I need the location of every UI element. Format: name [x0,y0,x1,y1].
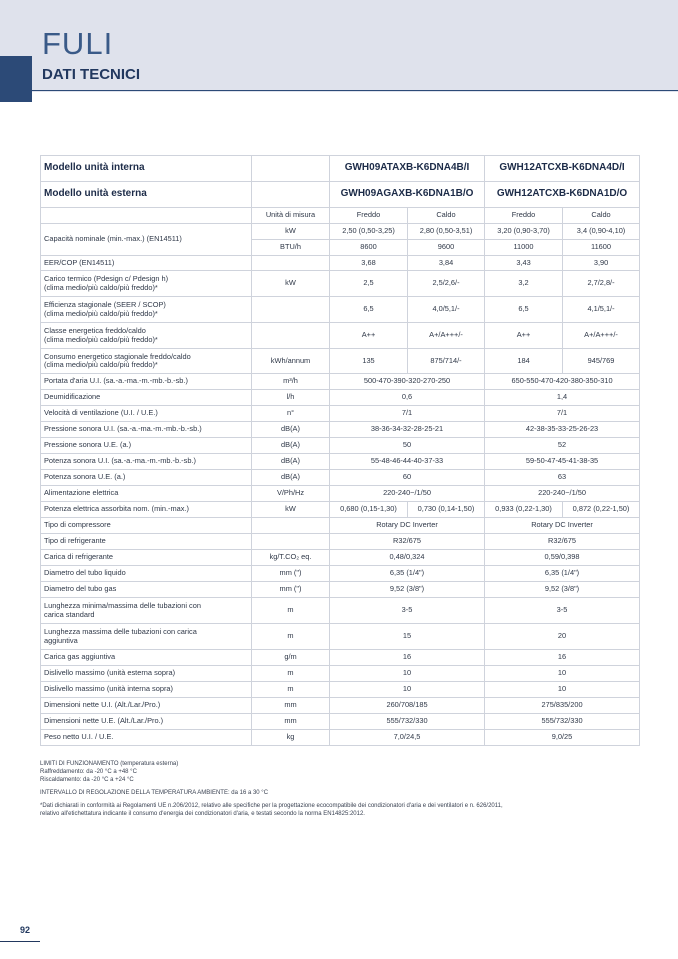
spec-table [40,155,640,746]
table-row [41,486,640,502]
consumption-value: 945/769 [563,349,640,374]
power-value: 0,730 (0,14-1,50) [408,502,485,518]
unit-cell: m [252,682,330,698]
unit-cell: kW [252,271,330,297]
capacity-btu: 8600 [330,240,408,256]
limits-heating: Riscaldamento: da -20 °C a +24 °C [40,777,134,783]
table-row [41,598,640,624]
table-row [41,297,640,323]
limits-cooling: Raffreddamento: da -20 °C a +48 °C [40,769,137,775]
seasonal-value: 6,5 [330,297,408,323]
load-value: 2,7/2,8/- [563,271,640,297]
empty-cell [41,208,252,224]
unit-cell: n° [252,406,330,422]
value-model-1: 220-240~/1/50 [330,486,485,502]
value-model-2: 42-38-35-33-25-26-23 [485,422,640,438]
value-model-2: 0,59/0,398 [485,550,640,566]
seasonal-value: 4,0/5,1/- [408,297,485,323]
value-model-1: 60 [330,470,485,486]
row-label: Tipo di compressore [41,518,252,534]
value-model-2: 59-50-47-45-41-38-35 [485,454,640,470]
temperature-interval: INTERVALLO DI REGOLAZIONE DELLA TEMPERATURA AMBIENTE: da 16 a 30 °C [40,790,269,796]
mode-header: Caldo [408,208,485,224]
value-model-1: 55-48-46-44-40-37-33 [330,454,485,470]
eer-value: 3,84 [408,256,485,271]
load-value: 3,2 [485,271,563,297]
row-label-line-1: Consumo energetico stagionale freddo/caldo [44,351,191,361]
value-model-1: 9,52 (3/8") [330,582,485,598]
table-row [41,534,640,550]
value-model-1: 6,35 (1/4") [330,566,485,582]
seasonal-value: 6,5 [485,297,563,323]
row-label-line-1: Lunghezza minima/massima delle tubazioni con [44,601,201,610]
row-label-line-1: Classe energetica freddo/caldo [44,326,146,335]
empty-cell [252,182,330,208]
energy-class-value: A+/A+++/- [408,323,485,349]
table-row [41,224,640,240]
value-model-2: 275/835/200 [485,698,640,714]
page-header [0,0,678,92]
table-row [41,406,640,422]
table-row [41,566,640,582]
model-outdoor-2: GWH12ATCXB-K6DNA1D/O [485,182,640,208]
brand-title: FULI [42,26,114,61]
unit-cell: kW [252,224,330,240]
footnote-line-1: *Dati dichiarati in conformità ai Regolamenti UE n.206/2012, relativo alle specifiche per la progettazione ecocompatibile dei condizionatori d'aria e dei ventilatori e n. 626/2011, [40,803,503,809]
unit-header: Unità di misura [252,208,330,224]
table-row [41,682,640,698]
table-row [41,182,640,208]
row-label-line-2: (clima medio/più caldo/più freddo)* [44,308,158,318]
value-model-1: Rotary DC Inverter [330,518,485,534]
model-indoor-label: Modello unità interna [41,156,252,182]
value-model-2: R32/675 [485,534,640,550]
value-model-1: 500-470-390-320-270-250 [330,374,485,390]
value-model-2: 220-240~/1/50 [485,486,640,502]
unit-cell: dB(A) [252,422,330,438]
value-model-1: 0,6 [330,390,485,406]
row-label: Potenza sonora U.I. (sa.-a.-ma.-m.-mb.-b.-sb.) [41,454,252,470]
value-model-2: 9,0/25 [485,730,640,746]
value-model-1: 16 [330,650,485,666]
consumption-value: 184 [485,349,563,374]
row-label-line-2: (clima medio/più caldo/più freddo)* [44,360,158,369]
row-label-line-1: Lunghezza massima delle tubazioni con carica [44,627,197,636]
eer-value: 3,43 [485,256,563,271]
table-row [41,650,640,666]
empty-cell [252,323,330,349]
row-label: Dislivello massimo (unità interna sopra) [41,682,252,698]
row-label: Dimensioni nette U.E. (Alt./Lar./Pro.) [41,714,252,730]
section-title: DATI TECNICI [42,66,141,83]
table-row [41,470,640,486]
capacity-kw: 3,20 (0,90-3,70) [485,224,563,240]
row-label: Alimentazione elettrica [41,486,252,502]
row-label: Tipo di refrigerante [41,534,252,550]
unit-cell: dB(A) [252,438,330,454]
value-model-1: 38-36-34-32-28-25-21 [330,422,485,438]
table-row [41,271,640,297]
load-value: 2,5 [330,271,408,297]
value-model-2: 555/732/330 [485,714,640,730]
row-label: Velocità di ventilazione (U.I. / U.E.) [41,406,252,422]
row-label: Diametro del tubo liquido [41,566,252,582]
load-label [41,271,252,297]
table-row [41,582,640,598]
energy-class-label [41,323,252,349]
page-number-rule [0,941,40,942]
table-row [41,390,640,406]
row-label-line-2: carica standard [44,609,95,619]
row-label-line-1: Efficienza stagionale (SEER / SCOP) [44,300,166,309]
unit-cell [252,518,330,534]
unit-cell: V/Ph/Hz [252,486,330,502]
value-model-1: 555/732/330 [330,714,485,730]
row-label: Carica gas aggiuntiva [41,650,252,666]
consumption-value: 135 [330,349,408,374]
table-row [41,374,640,390]
value-model-2: 1,4 [485,390,640,406]
table-row [41,502,640,518]
load-value: 2,5/2,6/- [408,271,485,297]
row-label: Dislivello massimo (unità esterna sopra) [41,666,252,682]
value-model-1: R32/675 [330,534,485,550]
table-row [41,323,640,349]
energy-class-value: A++ [485,323,563,349]
row-label-line-1: Carico termico (Pdesign c/ Pdesign h) [44,274,169,283]
row-label-line-2: aggiuntiva [44,635,78,645]
unit-cell: BTU/h [252,240,330,256]
pipe-label [41,624,252,650]
capacity-btu: 9600 [408,240,485,256]
capacity-kw: 3,4 (0,90-4,10) [563,224,640,240]
unit-cell: m [252,624,330,650]
value-model-1: 0,48/0,324 [330,550,485,566]
capacity-label: Capacità nominale (min.-max.) (EN14511) [41,224,252,256]
value-model-2: 10 [485,682,640,698]
row-label: Deumidificazione [41,390,252,406]
empty-cell [252,156,330,182]
unit-cell: mm [252,714,330,730]
table-row [41,349,640,374]
unit-cell [252,534,330,550]
eer-value: 3,68 [330,256,408,271]
unit-cell: mm (") [252,582,330,598]
power-value: 0,680 (0,15-1,30) [330,502,408,518]
value-model-1: 7,0/24,5 [330,730,485,746]
capacity-kw: 2,80 (0,50-3,51) [408,224,485,240]
unit-cell: l/h [252,390,330,406]
power-label: Potenza elettrica assorbita nom. (min.-max.) [41,502,252,518]
value-model-2: 63 [485,470,640,486]
page-number: 92 [20,925,31,935]
energy-class-value: A++ [330,323,408,349]
table-row [41,208,640,224]
value-model-2: 52 [485,438,640,454]
unit-cell: kWh/annum [252,349,330,374]
consumption-label [41,349,252,374]
value-model-1: 10 [330,666,485,682]
value-model-2: Rotary DC Inverter [485,518,640,534]
value-model-2: 20 [485,624,640,650]
footnote-line-2: relativo all'etichettatura indicante il consumo d'energia dei condizionatori d'aria, e testati secondo la norma EN14825:2012. [40,811,365,817]
row-label-line-2: (clima medio/più caldo/più freddo)* [44,334,158,344]
value-model-2: 3-5 [485,598,640,624]
table-row [41,624,640,650]
table-row [41,518,640,534]
row-label: Potenza sonora U.E. (a.) [41,470,252,486]
value-model-1: 7/1 [330,406,485,422]
unit-cell: mm [252,698,330,714]
unit-cell: g/m [252,650,330,666]
value-model-2: 7/1 [485,406,640,422]
model-indoor-1: GWH09ATAXB-K6DNA4B/I [330,156,485,182]
row-label: Peso netto U.I. / U.E. [41,730,252,746]
value-model-2: 9,52 (3/8") [485,582,640,598]
mode-header: Caldo [563,208,640,224]
unit-cell: dB(A) [252,470,330,486]
unit-cell: m [252,598,330,624]
seasonal-label [41,297,252,323]
value-model-2: 6,35 (1/4") [485,566,640,582]
eer-label: EER/COP (EN14511) [41,256,252,271]
header-accent-bar [0,56,32,102]
row-label: Portata d'aria U.I. (sa.-a.-ma.-m.-mb.-b.-sb.) [41,374,252,390]
table-row [41,422,640,438]
value-model-1: 10 [330,682,485,698]
unit-cell: m [252,666,330,682]
capacity-btu: 11000 [485,240,563,256]
table-row [41,730,640,746]
unit-cell: m³/h [252,374,330,390]
model-outdoor-label: Modello unità esterna [41,182,252,208]
value-model-1: 50 [330,438,485,454]
eer-value: 3,90 [563,256,640,271]
row-label: Pressione sonora U.I. (sa.-a.-ma.-m.-mb.-b.-sb.) [41,422,252,438]
consumption-value: 875/714/- [408,349,485,374]
unit-cell: kg [252,730,330,746]
row-label-line-2: (clima medio/più caldo/più freddo)* [44,282,158,292]
mode-header: Freddo [485,208,563,224]
unit-cell: mm (") [252,566,330,582]
table-row [41,714,640,730]
header-divider [32,90,678,91]
table-row [41,156,640,182]
model-indoor-2: GWH12ATCXB-K6DNA4D/I [485,156,640,182]
value-model-2: 16 [485,650,640,666]
energy-class-value: A+/A+++/- [563,323,640,349]
mode-header: Freddo [330,208,408,224]
table-row [41,666,640,682]
empty-cell [252,297,330,323]
power-value: 0,872 (0,22-1,50) [563,502,640,518]
value-model-2: 650-550-470-420-380-350-310 [485,374,640,390]
table-row [41,256,640,271]
row-label: Pressione sonora U.E. (a.) [41,438,252,454]
power-value: 0,933 (0,22-1,30) [485,502,563,518]
pipe-label [41,598,252,624]
table-row [41,454,640,470]
value-model-1: 3-5 [330,598,485,624]
unit-cell: kg/T.CO₂ eq. [252,550,330,566]
value-model-1: 15 [330,624,485,650]
row-label: Carica di refrigerante [41,550,252,566]
empty-cell [252,256,330,271]
spec-table-body [41,156,640,746]
row-label: Dimensioni nette U.I. (Alt./Lar./Pro.) [41,698,252,714]
capacity-btu: 11600 [563,240,640,256]
value-model-2: 10 [485,666,640,682]
capacity-kw: 2,50 (0,50-3,25) [330,224,408,240]
limits-title: LIMITI DI FUNZIONAMENTO (temperatura esterna) [40,761,179,767]
seasonal-value: 4,1/5,1/- [563,297,640,323]
table-row [41,438,640,454]
value-model-1: 260/708/185 [330,698,485,714]
model-outdoor-1: GWH09AGAXB-K6DNA1B/O [330,182,485,208]
unit-cell: dB(A) [252,454,330,470]
notes [40,760,640,823]
row-label: Diametro del tubo gas [41,582,252,598]
table-row [41,698,640,714]
unit-cell: kW [252,502,330,518]
table-row [41,550,640,566]
